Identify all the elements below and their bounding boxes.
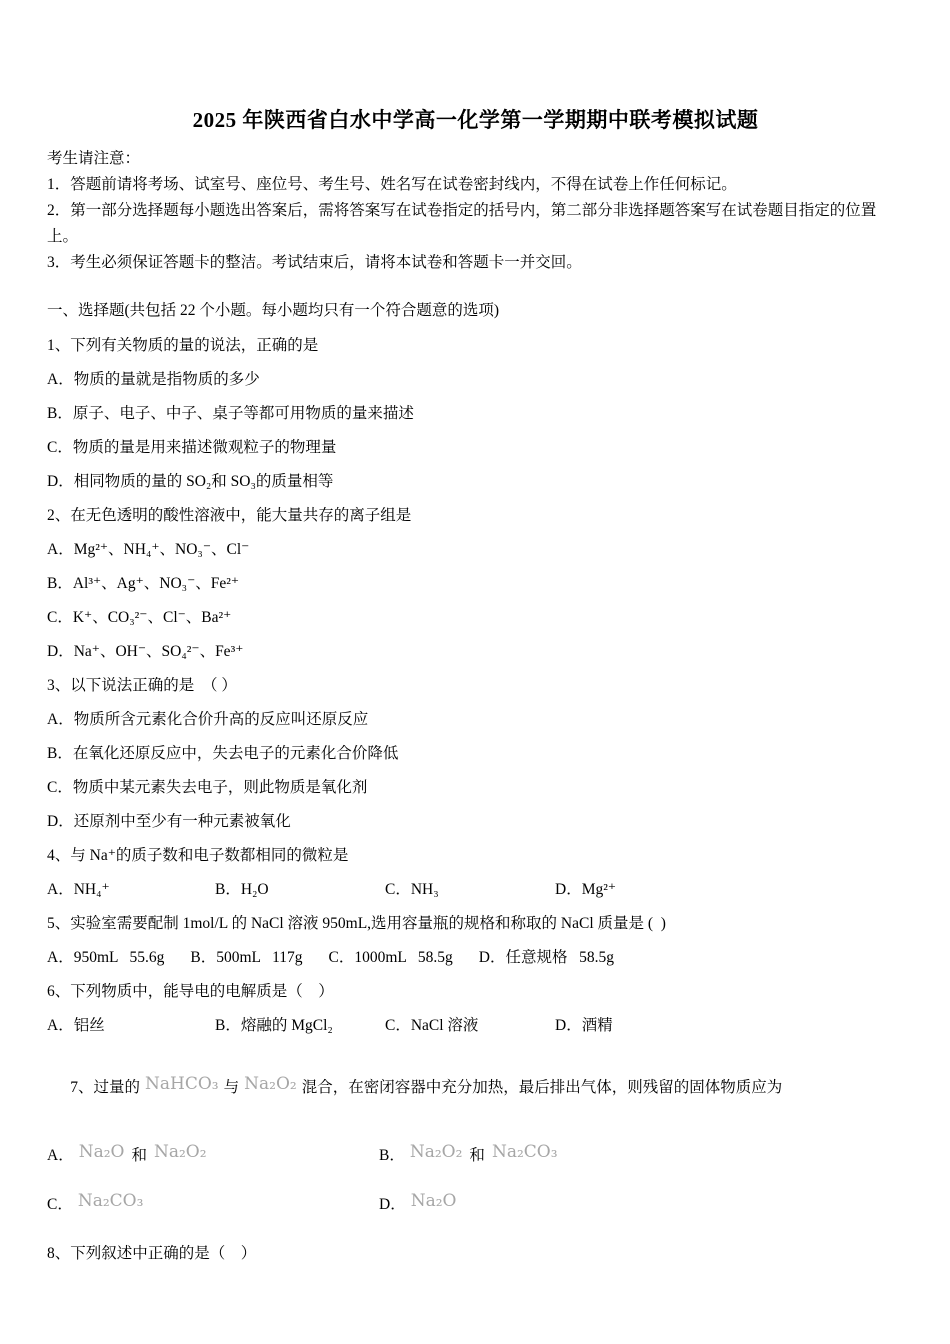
formula-nahco3: NaHCO₃ (145, 1074, 219, 1094)
formula-na2co3: Na₂CO₃ (77, 1191, 144, 1211)
question-6-option-c: C．NaCl 溶液 (385, 1017, 479, 1034)
question-4-option-a: A．NH₄⁺ (47, 881, 110, 898)
question-2-option-a: A．Mg²⁺、NH₄⁺、NO₃⁻、Cl⁻ (47, 541, 250, 558)
question-2-stem: 2、在无色透明的酸性溶液中，能大量共存的离子组是 (47, 507, 412, 524)
question-6 (47, 981, 904, 1036)
question-7-option-a (47, 1143, 379, 1168)
question-4-option-b: B．H₂O (215, 881, 269, 898)
question-7-number: 7、 (70, 1079, 94, 1096)
section-heading: 一、选择题(共包括 22 个小题。每小题均只有一个符合题意的选项) (47, 302, 500, 319)
option-a-conjunction: 和 (131, 1147, 147, 1164)
question-3-option-a: A．物质所含元素化合价升高的反应叫还原反应 (47, 711, 369, 728)
option-b-label: B． (379, 1147, 405, 1164)
question-5-option-c: C．1000mL 58.5g (328, 949, 453, 966)
question-1-stem: 1、下列有关物质的量的说法，正确的是 (47, 337, 319, 354)
question-3 (47, 675, 904, 832)
question-7-stem (47, 1056, 904, 1119)
question-5 (47, 913, 904, 968)
question-4-options-row (47, 879, 904, 900)
question-6-option-d: D．酒精 (555, 1017, 613, 1034)
formula-na2o: Na₂O (78, 1142, 125, 1162)
question-4 (47, 845, 904, 900)
question-6-options-row (47, 1015, 904, 1036)
question-2 (47, 505, 904, 662)
formula-na2o: Na₂O (410, 1191, 457, 1211)
question-7-option-b (379, 1143, 904, 1168)
formula-na2o2: Na₂O₂ (409, 1142, 463, 1162)
question-7-option-d (379, 1192, 904, 1217)
question-5-stem: 5、实验室需要配制 1mol/L 的 NaCl 溶液 950mL,选用容量瓶的规格和称取的 NaCl 质量是 ( ) (47, 915, 666, 932)
question-7-stem-text-2: 与 (223, 1079, 240, 1096)
question-3-option-b: B．在氧化还原反应中，失去电子的元素化合价降低 (47, 745, 399, 762)
question-1-option-b: B．原子、电子、中子、桌子等都可用物质的量来描述 (47, 405, 414, 422)
question-5-option-b: B．500mL 117g (190, 949, 303, 966)
question-8-stem: 8、下列叙述中正确的是（ ） (47, 1245, 257, 1262)
question-2-option-c: C．K⁺、CO₃²⁻、Cl⁻、Ba²⁺ (47, 609, 232, 626)
question-4-option-c: C．NH₃ (385, 881, 439, 898)
question-4-stem: 4、与 Na⁺的质子数和电子数都相同的微粒是 (47, 847, 349, 864)
formula-na2o2: Na₂O₂ (153, 1142, 207, 1162)
question-4-option-d: D．Mg²⁺ (555, 881, 617, 898)
formula-na2co3: Na₂CO₃ (491, 1142, 558, 1162)
notice-item-1: 1．答题前请将考场、试室号、座位号、考生号、姓名写在试卷密封线内，不得在试卷上作任何标记。 (47, 176, 737, 193)
notice-item-3: 3．考生必须保证答题卡的整洁。考试结束后，请将本试卷和答题卡一并交回。 (47, 254, 582, 271)
option-a-label: A． (47, 1147, 74, 1164)
question-2-option-b: B．Al³⁺、Ag⁺、NO₃⁻、Fe²⁺ (47, 575, 240, 592)
question-6-option-b: B．熔融的 MgCl₂ (215, 1017, 333, 1034)
question-7-options-row-2 (47, 1192, 904, 1217)
question-1 (47, 335, 904, 492)
question-3-option-d: D．还原剂中至少有一种元素被氧化 (47, 813, 291, 830)
question-1-option-a: A．物质的量就是指物质的多少 (47, 371, 260, 388)
question-5-option-d: D．任意规格 58.5g (478, 949, 614, 966)
question-6-option-a: A．铝丝 (47, 1017, 105, 1034)
question-1-option-c: C．物质的量是用来描述微观粒子的物理量 (47, 439, 337, 456)
notice-heading: 考生请注意： (47, 150, 141, 167)
formula-na2o2: Na₂O₂ (244, 1074, 297, 1094)
option-c-label: C． (47, 1196, 73, 1213)
question-3-option-c: C．物质中某元素失去电子，则此物质是氧化剂 (47, 779, 368, 796)
question-5-options-row (47, 947, 904, 968)
question-7-stem-text-1: 过量的 (93, 1079, 141, 1096)
option-d-label: D． (379, 1196, 406, 1213)
question-7-stem-text-3: 混合，在密闭容器中充分加热，最后排出气体，则残留的固体物质应为 (301, 1079, 783, 1096)
question-6-stem: 6、下列物质中，能导电的电解质是（ ） (47, 983, 334, 1000)
notice-item-2: 2．第一部分选择题每小题选出答案后，需将答案写在试卷指定的括号内，第二部分非选择题答案写在试卷题目指定的位置上。 (47, 202, 877, 245)
exam-title: 2025 年陕西省白水中学高一化学第一学期期中联考模拟试题 (192, 108, 759, 132)
notice-block (47, 146, 904, 276)
question-5-option-a: A．950mL 55.6g (47, 949, 165, 966)
question-3-stem: 3、以下说法正确的是 （ ） (47, 677, 237, 694)
question-7-options-row-1 (47, 1143, 904, 1168)
question-2-option-d: D．Na⁺、OH⁻、SO₄²⁻、Fe³⁺ (47, 643, 244, 660)
question-1-option-d: D．相同物质的量的 SO₂和 SO₃的质量相等 (47, 473, 334, 490)
question-7 (47, 1056, 904, 1217)
question-8 (47, 1243, 904, 1264)
option-b-conjunction: 和 (469, 1147, 485, 1164)
question-7-option-c (47, 1192, 379, 1217)
